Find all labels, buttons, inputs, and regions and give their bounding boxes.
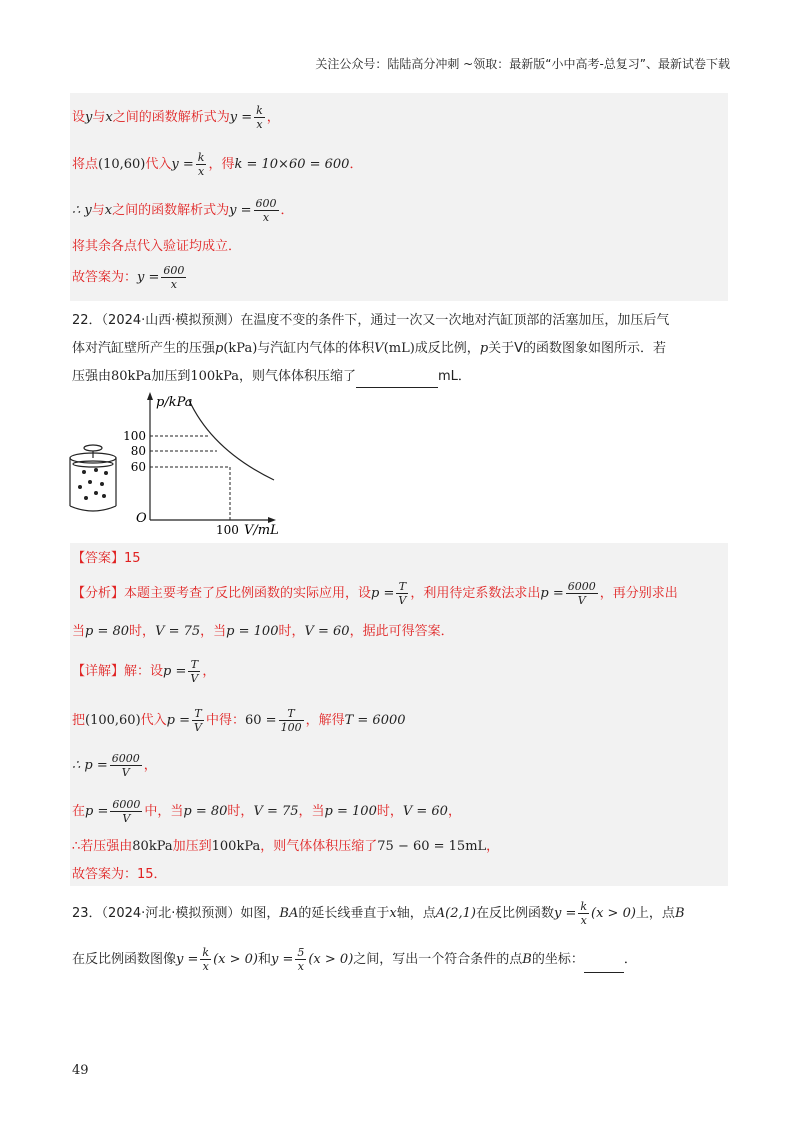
detail-line-3: ∴ p = $\frac{6000}{V}$ ， <box>72 752 157 779</box>
inverse-curve <box>189 400 274 480</box>
x-tick-100: 100 <box>216 523 239 537</box>
origin-label: O <box>136 511 147 526</box>
sol-line-1: 设y与x之间的函数解析式为y = $\frac{k}{x}$ ， <box>72 104 280 131</box>
q23-line-1: 23．（2024·河北·模拟预测）如图，BA的延长线垂直于x轴，点A(2,1)在反比例函数y = $\frac{k}{x}$ (x > 0)上，点B <box>72 900 685 927</box>
y-tick-100: 100 <box>123 429 146 443</box>
cylinder-illustration <box>70 445 116 511</box>
sol-line-4: 将其余各点代入验证均成立． <box>72 239 242 254</box>
page-number: 49 <box>72 1063 89 1078</box>
answer-blank[interactable] <box>356 373 438 388</box>
x-axis-label: V/mL <box>244 523 279 538</box>
q22-line-3: 压强由80kPa加压到100kPa，则气体体积压缩了 mL． <box>72 366 471 388</box>
y-tick-80: 80 <box>130 444 146 458</box>
sol-line-2: 将点(10,60)代入y = $\frac{k}{x}$ ，得k = 10×60 = 600． <box>72 151 363 178</box>
axes <box>150 396 272 520</box>
y-axis-label: p/kPa <box>156 395 193 410</box>
detail-line-1: 【详解】解：设p = $\frac{T}{V}$ ， <box>72 658 216 685</box>
detail-line-2: 把(100,60)代入p = $\frac{T}{V}$ 中得：60 = $\frac{T}{100}$ ，解得T = 6000 <box>72 707 406 734</box>
gas-particles <box>78 468 108 500</box>
page-header: 关注公众号：陆陆高分冲刺 ~领取：最新版“小中高考-总复习”、最新试卷下载 <box>315 57 730 71</box>
q22-line-2: 体对汽缸壁所产生的压强p(kPa)与汽缸内气体的体积V(mL)成反比例，p关于V的函数图象如图所示．若 <box>72 341 667 356</box>
coordinate-blank[interactable] <box>584 958 624 973</box>
detail-line-4: 在p = $\frac{6000}{V}$ 中，当p = 80时，V = 75，当p = 100时，V = 60， <box>72 798 461 825</box>
y-axis-arrow <box>147 392 153 400</box>
analysis-line-2: 当p = 80时，V = 75，当p = 100时，V = 60，据此可得答案． <box>72 624 454 639</box>
sol-line-3: ∴ y与x之间的函数解析式为y = $\frac{600}{x}$ ． <box>72 197 294 224</box>
sol-line-5: 故答案为：y = $\frac{600}{x}$ <box>72 264 185 291</box>
y-tick-60: 60 <box>130 460 146 474</box>
q23-line-2: 在反比例函数图像y = $\frac{k}{x}$ (x > 0)和y = $\frac{5}{x}$ (x > 0)之间，写出一个符合条件的点B的坐标： ． <box>72 946 637 973</box>
detail-line-6: 故答案为：15． <box>72 867 167 882</box>
detail-line-5: ∴若压强由80kPa加压到100kPa，则气体体积压缩了75 − 60 = 15mL， <box>72 839 500 854</box>
pressure-volume-figure <box>60 392 340 542</box>
guide-lines <box>150 436 230 520</box>
answer-line: 【答案】15 <box>72 551 141 566</box>
q22-line-1: 22．（2024·山西·模拟预测）在温度不变的条件下，通过一次又一次地对汽缸顶部的活塞加压，加压后气 <box>72 313 670 328</box>
analysis-line-1: 【分析】本题主要考查了反比例函数的实际应用，设p = $\frac{T}{V}$ ，利用待定系数法求出p = $\frac{6000}{V}$ ，再分别求出 <box>72 580 678 607</box>
